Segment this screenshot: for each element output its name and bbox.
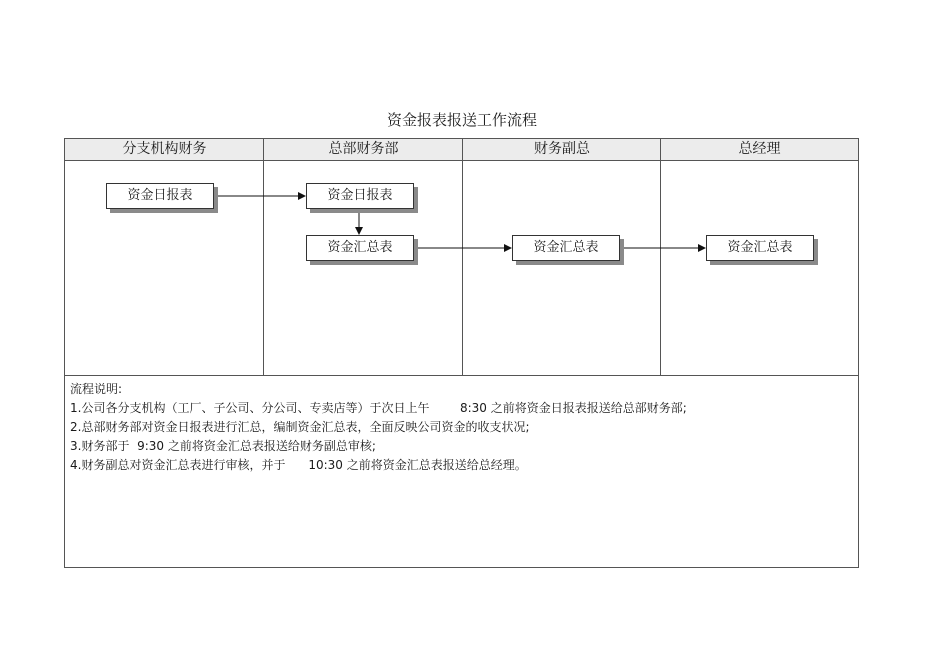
- flowchart-table: [64, 138, 859, 568]
- node-hq-summary-report: 资金汇总表: [306, 235, 414, 261]
- node-hq-daily-report: 资金日报表: [306, 183, 414, 209]
- notes-item: 4.财务副总对资金汇总表进行审核，并于 10:30 之前将资金汇总表报送给总经理。: [70, 458, 527, 472]
- notes-heading: 流程说明:: [70, 382, 123, 396]
- lane-header-branch-finance: 分支机构财务: [122, 141, 207, 157]
- lane-header-hq-finance: 总部财务部: [328, 141, 399, 157]
- node-vp-summary-report: 资金汇总表: [512, 235, 620, 261]
- lane-header-general-manager: 总经理: [738, 141, 781, 157]
- node-gm-summary-report: 资金汇总表: [706, 235, 814, 261]
- process-notes: [70, 380, 687, 475]
- notes-item: 3.财务部于 9:30 之前将资金汇总表报送给财务副总审核;: [70, 439, 376, 453]
- page-title: 资金报表报送工作流程: [386, 111, 537, 129]
- lane-header-finance-vp: 财务副总: [534, 141, 590, 157]
- notes-item: 1.公司各分支机构（工厂、子公司、分公司、专卖店等）于次日上午 8:30 之前将资金日报表报送给总部财务部;: [70, 401, 687, 415]
- notes-item: 2.总部财务部对资金日报表进行汇总，编制资金汇总表，全面反映公司资金的收支状况;: [70, 420, 530, 434]
- node-branch-daily-report: 资金日报表: [106, 183, 214, 209]
